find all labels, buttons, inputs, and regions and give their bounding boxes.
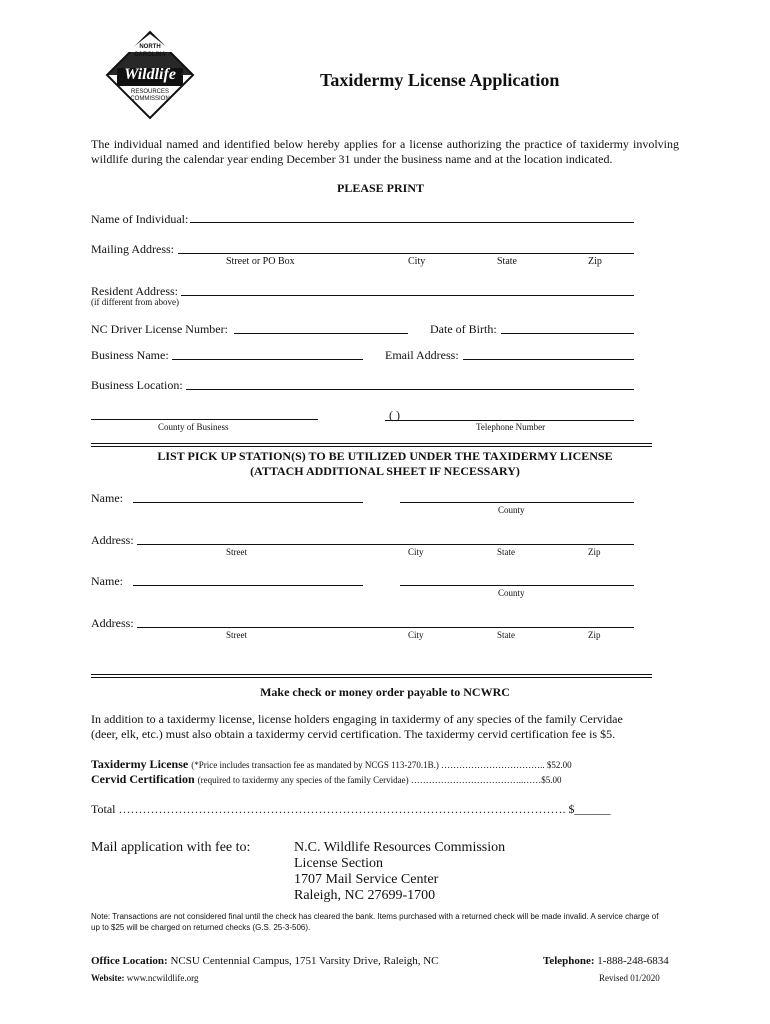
- pickup1-city-label: City: [408, 547, 424, 557]
- pickup2-name-label: Name:: [91, 574, 123, 588]
- taxidermy-fee-value: (*Price includes transaction fee as mandated by NCGS 113-270.1B.) …………………………….. $52.00: [191, 760, 572, 770]
- telephone-field[interactable]: [385, 420, 634, 421]
- website-value[interactable]: www.ncwildlife.org: [126, 973, 199, 983]
- telephone-label: Telephone Number: [476, 422, 546, 432]
- county-business-label: County of Business: [158, 422, 229, 432]
- mail-line4: Raleigh, NC 27699-1700: [294, 888, 436, 903]
- mail-label: Mail application with fee to:: [91, 840, 251, 855]
- nc-license-label: NC Driver License Number:: [91, 322, 228, 336]
- mailing-address-label: Mailing Address:: [91, 242, 174, 256]
- mail-line1: N.C. Wildlife Resources Commission: [294, 840, 506, 855]
- pickup2-city-label: City: [408, 630, 424, 640]
- city-label: City: [408, 256, 426, 267]
- county-business-field[interactable]: [91, 419, 318, 420]
- pickup2-name-field[interactable]: [133, 585, 363, 586]
- pickup2-address-label: Address:: [91, 616, 134, 630]
- transaction-note: Note: Transactions are not considered final until the check has cleared the bank. Items purchased with a returned check will be made invalid. A service charge of up to $25 will be charged on returned checks (G.S. 25-3-506).: [91, 912, 659, 932]
- pickup1-county-field[interactable]: [400, 502, 634, 503]
- nc-license-field[interactable]: [234, 333, 408, 334]
- business-name-field[interactable]: [172, 359, 363, 360]
- dob-label: Date of Birth:: [430, 322, 497, 336]
- pickup2-county-field[interactable]: [400, 585, 634, 586]
- pickup1-street-label: Street: [226, 547, 247, 557]
- payable-heading: Make check or money order payable to NCWRC: [260, 685, 510, 699]
- resident-address-label: Resident Address:: [91, 284, 178, 298]
- total-row: Total …………………………………………………………………………………………………. $______: [91, 802, 611, 816]
- ncwrc-logo: [105, 30, 195, 120]
- pickup1-name-field[interactable]: [133, 502, 363, 503]
- business-location-label: Business Location:: [91, 378, 183, 392]
- cervid-fee-row: [91, 772, 671, 787]
- divider: [91, 443, 652, 447]
- pickup1-address-label: Address:: [91, 533, 134, 547]
- office-location: [91, 955, 439, 967]
- website-label: Website:: [91, 973, 125, 983]
- mail-line2: License Section: [294, 856, 384, 871]
- logo-text-top2: CAROLINA: [134, 52, 166, 58]
- taxidermy-fee-row: [91, 757, 671, 772]
- intro-text: The individual named and identified below hereby applies for a license authorizing the practice of taxidermy involving wildlife during the calendar year ending December 31 under the business name and at the location indicated.: [91, 137, 679, 166]
- pickup1-address-field[interactable]: [137, 544, 634, 545]
- logo-text-bottom2: COMMISSION: [130, 96, 170, 102]
- pickup1-name-label: Name:: [91, 491, 123, 505]
- mailing-address-field[interactable]: [178, 253, 634, 254]
- pickup2-county-label: County: [498, 588, 525, 598]
- logo-text-bottom: RESOURCES: [130, 89, 169, 95]
- pickup2-state-label: State: [497, 630, 515, 640]
- mail-line3: 1707 Mail Service Center: [294, 872, 439, 887]
- office-value: NCSU Centennial Campus, 1751 Varsity Drive, Raleigh, NC: [170, 955, 439, 967]
- zip-label: Zip: [588, 256, 602, 267]
- if-different-note: (if different from above): [91, 297, 180, 307]
- taxidermy-fee-label: Taxidermy License: [91, 757, 189, 771]
- cervid-fee-label: Cervid Certification: [91, 772, 195, 786]
- logo-text-top: NORTH: [139, 44, 161, 50]
- phone-paren: ( ): [389, 408, 400, 422]
- website-footer: [91, 973, 199, 983]
- pickup-heading: LIST PICK UP STATION(S) TO BE UTILIZED UNDER THE TAXIDERMY LICENSE: [157, 449, 613, 463]
- logo-text-main: Wildlife: [124, 66, 176, 83]
- street-po-label: Street or PO Box: [226, 256, 295, 267]
- pickup2-zip-label: Zip: [588, 630, 601, 640]
- resident-address-field[interactable]: [181, 295, 634, 296]
- telephone-footer-label: Telephone:: [543, 955, 595, 967]
- page-title: Taxidermy License Application: [320, 70, 560, 90]
- state-label: State: [497, 256, 517, 267]
- cervid-note: In addition to a taxidermy license, license holders engaging in taxidermy of any species of the family Cervidae (deer, elk, etc.) must also obtain a taxidermy cervid certification. The taxidermy cervid certification fee is $5.: [91, 712, 623, 741]
- revised-date: Revised 01/2020: [599, 973, 660, 983]
- pickup1-state-label: State: [497, 547, 515, 557]
- name-individual-label: Name of Individual:: [91, 212, 189, 226]
- pickup-subheading: (ATTACH ADDITIONAL SHEET IF NECESSARY): [250, 464, 520, 478]
- please-print: PLEASE PRINT: [337, 181, 425, 195]
- pickup1-county-label: County: [498, 505, 525, 515]
- telephone-footer-value: 1-888-248-6834: [597, 955, 669, 967]
- business-name-label: Business Name:: [91, 348, 169, 362]
- office-label: Office Location:: [91, 955, 168, 967]
- telephone-footer: [543, 955, 669, 967]
- pickup1-zip-label: Zip: [588, 547, 601, 557]
- cervid-fee-value: (required to taxidermy any species of the family Cervidae) ………………………………..……$5.00: [197, 775, 562, 785]
- name-individual-field[interactable]: [190, 222, 634, 223]
- business-location-field[interactable]: [186, 389, 634, 390]
- email-label: Email Address:: [385, 348, 459, 362]
- pickup2-street-label: Street: [226, 630, 247, 640]
- dob-field[interactable]: [501, 333, 634, 334]
- email-field[interactable]: [463, 359, 634, 360]
- divider: [91, 674, 652, 678]
- pickup2-address-field[interactable]: [137, 627, 634, 628]
